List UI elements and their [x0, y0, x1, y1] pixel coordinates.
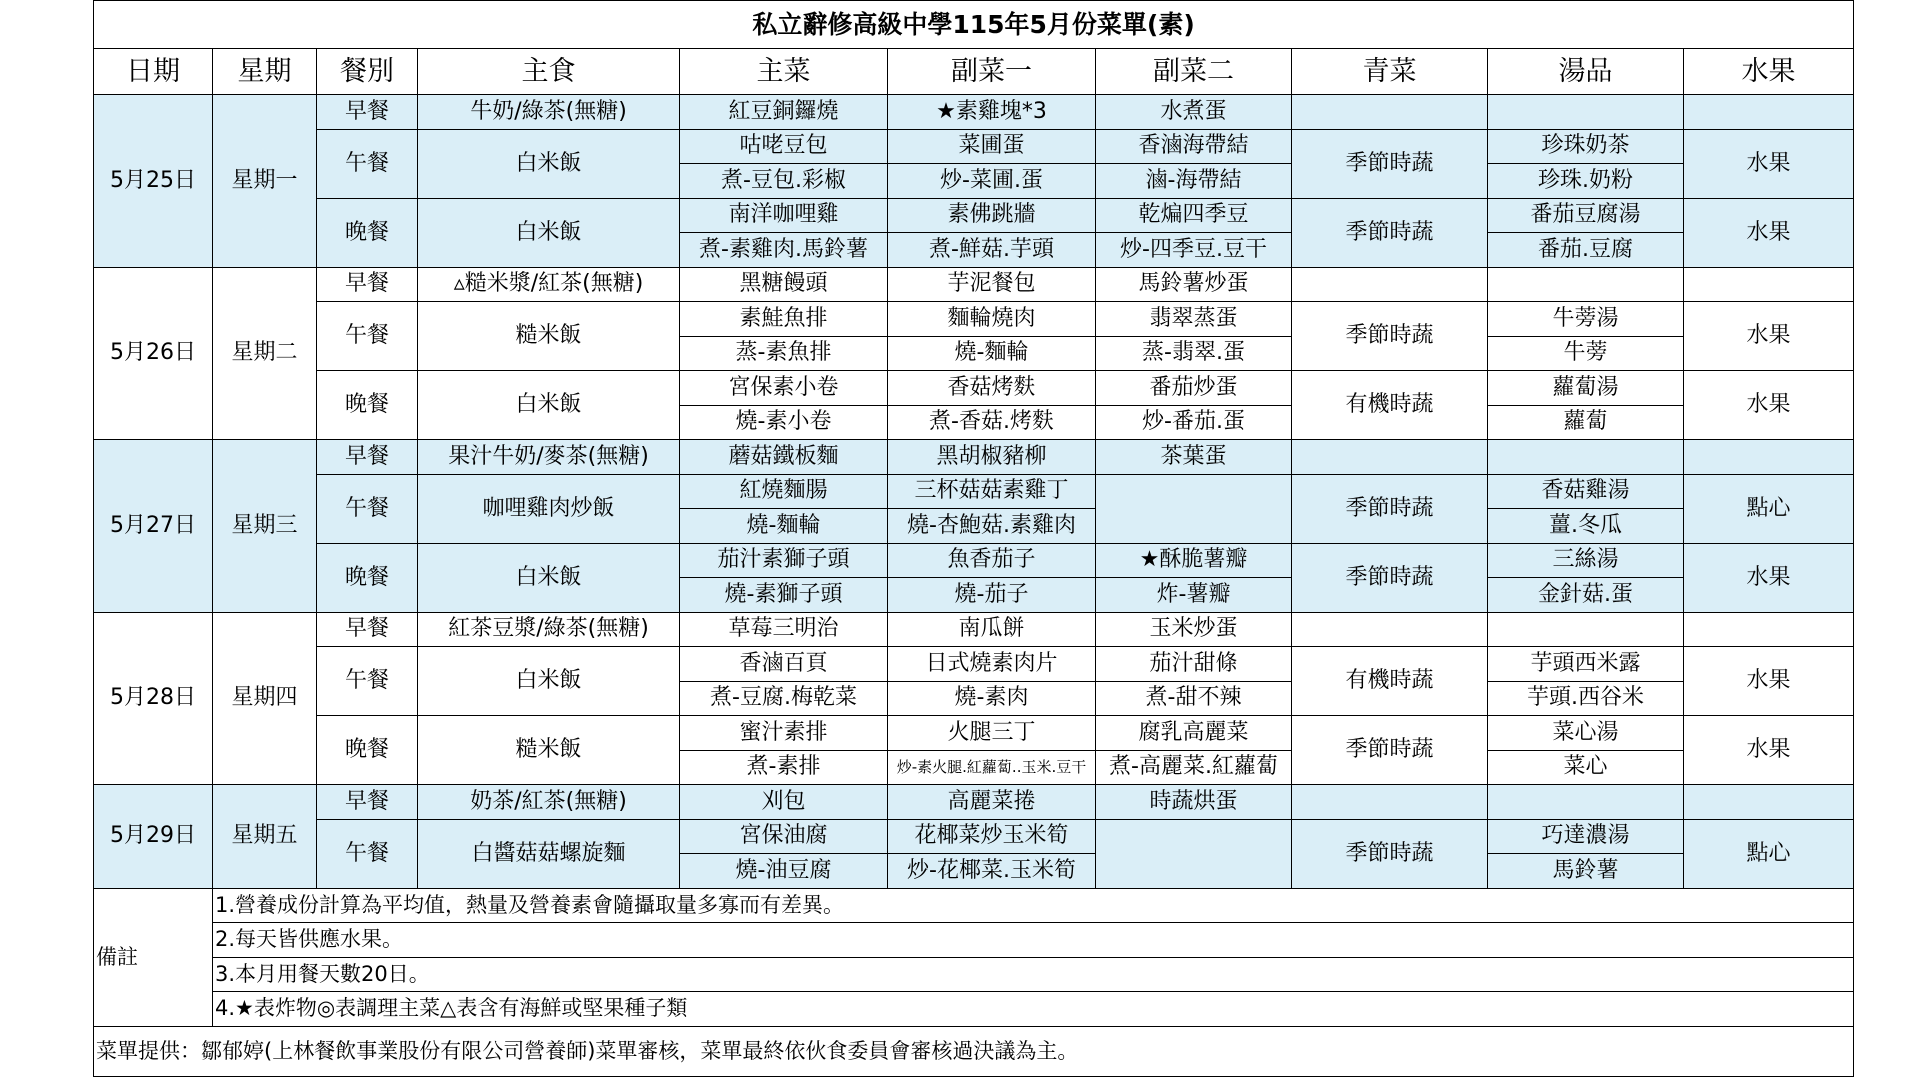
staple-cell: 白米飯 — [418, 198, 680, 267]
side-dish-1-cell: 香菇烤麩 — [888, 371, 1096, 406]
soup-cell — [1488, 95, 1684, 130]
fruit-cell — [1684, 785, 1854, 820]
meal-type-cell: 早餐 — [317, 440, 418, 475]
date-cell: 5月25日 — [94, 95, 213, 268]
side-dish-2-detail-cell: 蒸-翡翠.蛋 — [1096, 336, 1292, 371]
staple-cell: ▵糙米漿/紅茶(無糖) — [418, 267, 680, 302]
side-dish-2-cell: 番茄炒蛋 — [1096, 371, 1292, 406]
footer-row — [94, 1026, 1854, 1076]
vegetable-cell — [1292, 785, 1488, 820]
main-dish-detail-cell: 燒-素獅子頭 — [680, 578, 888, 613]
fruit-cell: 水果 — [1684, 129, 1854, 198]
side-dish-1-cell: 日式燒素肉片 — [888, 647, 1096, 682]
note-text: 4.★表炸物◎表調理主菜△表含有海鮮或堅果種子類 — [213, 992, 1854, 1027]
side-dish-1-cell: 菜圃蛋 — [888, 129, 1096, 164]
meal-type-cell: 午餐 — [317, 129, 418, 198]
meal-row — [94, 647, 1854, 682]
side-dish-1-cell: ★素雞塊*3 — [888, 95, 1096, 130]
staple-cell: 白米飯 — [418, 647, 680, 716]
staple-cell: 紅茶豆漿/綠茶(無糖) — [418, 612, 680, 647]
note-row — [94, 957, 1854, 992]
side-dish-2-detail-cell: 炒-番茄.蛋 — [1096, 405, 1292, 440]
main-dish-cell: 南洋咖哩雞 — [680, 198, 888, 233]
side-dish-1-cell: 南瓜餅 — [888, 612, 1096, 647]
page-title: 私立辭修高級中學115年5月份菜單(素) — [94, 1, 1854, 49]
vegetable-cell: 季節時蔬 — [1292, 198, 1488, 267]
meal-type-cell: 晚餐 — [317, 198, 418, 267]
staple-cell: 白米飯 — [418, 371, 680, 440]
side-dish-1-cell: 花椰菜炒玉米筍 — [888, 819, 1096, 854]
side-dish-1-detail-cell: 燒-茄子 — [888, 578, 1096, 613]
column-header: 青菜 — [1292, 49, 1488, 95]
main-dish-cell: 素鮭魚排 — [680, 302, 888, 337]
side-dish-2-cell: 香滷海帶結 — [1096, 129, 1292, 164]
meal-row — [94, 474, 1854, 509]
main-dish-detail-cell: 燒-麵輪 — [680, 509, 888, 544]
main-dish-cell: 紅豆銅鑼燒 — [680, 95, 888, 130]
date-cell: 5月26日 — [94, 267, 213, 440]
main-dish-cell: 咕咾豆包 — [680, 129, 888, 164]
weekday-cell: 星期四 — [213, 612, 317, 785]
fruit-cell — [1684, 440, 1854, 475]
column-header: 餐別 — [317, 49, 418, 95]
fruit-cell: 點心 — [1684, 474, 1854, 543]
notes-label: 備註 — [94, 888, 213, 1026]
fruit-cell: 水果 — [1684, 543, 1854, 612]
side-dish-2-cell — [1096, 474, 1292, 543]
meal-type-cell: 午餐 — [317, 302, 418, 371]
side-dish-1-detail-cell: 炒-素火腿.紅蘿蔔..玉米.豆干 — [888, 750, 1096, 785]
soup-cell: 香菇雞湯 — [1488, 474, 1684, 509]
side-dish-2-cell: 時蔬烘蛋 — [1096, 785, 1292, 820]
main-dish-cell: 黑糖饅頭 — [680, 267, 888, 302]
staple-cell: 白米飯 — [418, 129, 680, 198]
soup-cell — [1488, 440, 1684, 475]
column-header: 主食 — [418, 49, 680, 95]
side-dish-1-detail-cell: 炒-菜圃.蛋 — [888, 164, 1096, 199]
column-header: 水果 — [1684, 49, 1854, 95]
note-row — [94, 992, 1854, 1027]
meal-type-cell: 早餐 — [317, 612, 418, 647]
staple-cell: 咖哩雞肉炒飯 — [418, 474, 680, 543]
note-row — [94, 923, 1854, 958]
note-text: 1.營養成份計算為平均值，熱量及營養素會隨攝取量多寡而有差異。 — [213, 888, 1854, 923]
soup-detail-cell: 番茄.豆腐 — [1488, 233, 1684, 268]
soup-detail-cell: 蘿蔔 — [1488, 405, 1684, 440]
side-dish-2-cell: 腐乳高麗菜 — [1096, 716, 1292, 751]
soup-cell: 番茄豆腐湯 — [1488, 198, 1684, 233]
meal-type-cell: 早餐 — [317, 95, 418, 130]
date-cell: 5月28日 — [94, 612, 213, 785]
staple-cell: 白醬菇菇螺旋麵 — [418, 819, 680, 888]
column-header: 湯品 — [1488, 49, 1684, 95]
side-dish-1-cell: 高麗菜捲 — [888, 785, 1096, 820]
vegetable-cell: 季節時蔬 — [1292, 543, 1488, 612]
side-dish-2-detail-cell: 炸-薯瓣 — [1096, 578, 1292, 613]
meal-row — [94, 198, 1854, 233]
soup-cell: 牛蒡湯 — [1488, 302, 1684, 337]
date-cell: 5月29日 — [94, 785, 213, 889]
column-header: 星期 — [213, 49, 317, 95]
soup-cell: 巧達濃湯 — [1488, 819, 1684, 854]
vegetable-cell: 季節時蔬 — [1292, 129, 1488, 198]
column-header: 日期 — [94, 49, 213, 95]
side-dish-1-cell: 魚香茄子 — [888, 543, 1096, 578]
fruit-cell: 水果 — [1684, 198, 1854, 267]
weekday-cell: 星期二 — [213, 267, 317, 440]
soup-cell — [1488, 785, 1684, 820]
vegetable-cell: 季節時蔬 — [1292, 302, 1488, 371]
soup-cell: 菜心湯 — [1488, 716, 1684, 751]
soup-detail-cell: 牛蒡 — [1488, 336, 1684, 371]
side-dish-1-cell: 黑胡椒豬柳 — [888, 440, 1096, 475]
vegetable-cell — [1292, 267, 1488, 302]
breakfast-row — [94, 95, 1854, 130]
note-row — [94, 888, 1854, 923]
soup-detail-cell: 薑.冬瓜 — [1488, 509, 1684, 544]
side-dish-2-cell: 茶葉蛋 — [1096, 440, 1292, 475]
staple-cell: 糙米飯 — [418, 716, 680, 785]
side-dish-2-cell: ★酥脆薯瓣 — [1096, 543, 1292, 578]
meal-type-cell: 早餐 — [317, 785, 418, 820]
weekday-cell: 星期一 — [213, 95, 317, 268]
main-dish-cell: 宮保素小卷 — [680, 371, 888, 406]
vegetable-cell: 季節時蔬 — [1292, 474, 1488, 543]
side-dish-1-detail-cell: 燒-杏鮑菇.素雞肉 — [888, 509, 1096, 544]
main-dish-detail-cell: 燒-油豆腐 — [680, 854, 888, 889]
main-dish-detail-cell: 煮-素排 — [680, 750, 888, 785]
vegetable-cell: 季節時蔬 — [1292, 716, 1488, 785]
main-dish-cell: 草莓三明治 — [680, 612, 888, 647]
staple-cell: 奶茶/紅茶(無糖) — [418, 785, 680, 820]
side-dish-2-cell — [1096, 819, 1292, 888]
side-dish-2-detail-cell: 炒-四季豆.豆干 — [1096, 233, 1292, 268]
meal-type-cell: 午餐 — [317, 819, 418, 888]
title-row — [94, 1, 1854, 49]
staple-cell: 果汁牛奶/麥茶(無糖) — [418, 440, 680, 475]
soup-detail-cell: 芋頭.西谷米 — [1488, 681, 1684, 716]
fruit-cell — [1684, 95, 1854, 130]
side-dish-2-cell: 茄汁甜條 — [1096, 647, 1292, 682]
main-dish-detail-cell: 煮-素雞肉.馬鈴薯 — [680, 233, 888, 268]
main-dish-cell: 刈包 — [680, 785, 888, 820]
side-dish-2-cell: 翡翠蒸蛋 — [1096, 302, 1292, 337]
side-dish-2-detail-cell: 煮-高麗菜.紅蘿蔔 — [1096, 750, 1292, 785]
footer-text: 菜單提供：鄒郁婷(上林餐飲事業股份有限公司營養師)菜單審核，菜單最終依伙食委員會審核過決議為主。 — [94, 1026, 1854, 1076]
main-dish-cell: 宮保油腐 — [680, 819, 888, 854]
soup-detail-cell: 珍珠.奶粉 — [1488, 164, 1684, 199]
vegetable-cell — [1292, 95, 1488, 130]
main-dish-detail-cell: 蒸-素魚排 — [680, 336, 888, 371]
main-dish-detail-cell: 煮-豆包.彩椒 — [680, 164, 888, 199]
meal-row — [94, 371, 1854, 406]
side-dish-2-detail-cell: 煮-甜不辣 — [1096, 681, 1292, 716]
soup-cell — [1488, 267, 1684, 302]
soup-cell: 芋頭西米露 — [1488, 647, 1684, 682]
fruit-cell: 水果 — [1684, 647, 1854, 716]
breakfast-row — [94, 785, 1854, 820]
side-dish-2-cell: 水煮蛋 — [1096, 95, 1292, 130]
side-dish-2-cell: 乾煸四季豆 — [1096, 198, 1292, 233]
side-dish-2-cell: 玉米炒蛋 — [1096, 612, 1292, 647]
side-dish-1-cell: 三杯菇菇素雞丁 — [888, 474, 1096, 509]
staple-cell: 牛奶/綠茶(無糖) — [418, 95, 680, 130]
soup-cell: 蘿蔔湯 — [1488, 371, 1684, 406]
breakfast-row — [94, 612, 1854, 647]
menu-table — [93, 0, 1854, 1077]
column-header: 主菜 — [680, 49, 888, 95]
main-dish-detail-cell: 燒-素小卷 — [680, 405, 888, 440]
breakfast-row — [94, 440, 1854, 475]
fruit-cell — [1684, 612, 1854, 647]
side-dish-1-detail-cell: 炒-花椰菜.玉米筍 — [888, 854, 1096, 889]
soup-cell: 三絲湯 — [1488, 543, 1684, 578]
meal-type-cell: 晚餐 — [317, 371, 418, 440]
side-dish-1-cell: 芋泥餐包 — [888, 267, 1096, 302]
meal-row — [94, 819, 1854, 854]
main-dish-detail-cell: 煮-豆腐.梅乾菜 — [680, 681, 888, 716]
meal-type-cell: 晚餐 — [317, 543, 418, 612]
side-dish-1-detail-cell: 煮-香菇.烤麩 — [888, 405, 1096, 440]
meal-type-cell: 午餐 — [317, 647, 418, 716]
header-row — [94, 49, 1854, 95]
meal-type-cell: 午餐 — [317, 474, 418, 543]
soup-detail-cell: 菜心 — [1488, 750, 1684, 785]
vegetable-cell: 有機時蔬 — [1292, 371, 1488, 440]
vegetable-cell — [1292, 612, 1488, 647]
fruit-cell: 水果 — [1684, 302, 1854, 371]
fruit-cell — [1684, 267, 1854, 302]
side-dish-1-detail-cell: 燒-素肉 — [888, 681, 1096, 716]
meal-type-cell: 早餐 — [317, 267, 418, 302]
fruit-cell: 水果 — [1684, 371, 1854, 440]
weekday-cell: 星期三 — [213, 440, 317, 613]
fruit-cell: 點心 — [1684, 819, 1854, 888]
side-dish-1-cell: 火腿三丁 — [888, 716, 1096, 751]
vegetable-cell — [1292, 440, 1488, 475]
side-dish-1-detail-cell: 燒-麵輪 — [888, 336, 1096, 371]
soup-cell — [1488, 612, 1684, 647]
meal-type-cell: 晚餐 — [317, 716, 418, 785]
meal-row — [94, 716, 1854, 751]
staple-cell: 糙米飯 — [418, 302, 680, 371]
side-dish-1-cell: 素佛跳牆 — [888, 198, 1096, 233]
side-dish-1-detail-cell: 煮-鮮菇.芋頭 — [888, 233, 1096, 268]
side-dish-2-cell: 馬鈴薯炒蛋 — [1096, 267, 1292, 302]
soup-detail-cell: 馬鈴薯 — [1488, 854, 1684, 889]
main-dish-cell: 香滷百頁 — [680, 647, 888, 682]
meal-row — [94, 129, 1854, 164]
side-dish-1-cell: 麵輪燒肉 — [888, 302, 1096, 337]
vegetable-cell: 季節時蔬 — [1292, 819, 1488, 888]
meal-row — [94, 543, 1854, 578]
column-header: 副菜一 — [888, 49, 1096, 95]
soup-cell: 珍珠奶茶 — [1488, 129, 1684, 164]
fruit-cell: 水果 — [1684, 716, 1854, 785]
column-header: 副菜二 — [1096, 49, 1292, 95]
note-text: 2.每天皆供應水果。 — [213, 923, 1854, 958]
meal-row — [94, 302, 1854, 337]
vegetable-cell: 有機時蔬 — [1292, 647, 1488, 716]
main-dish-cell: 蘑菇鐵板麵 — [680, 440, 888, 475]
side-dish-2-detail-cell: 滷-海帶結 — [1096, 164, 1292, 199]
staple-cell: 白米飯 — [418, 543, 680, 612]
weekday-cell: 星期五 — [213, 785, 317, 889]
note-text: 3.本月用餐天數20日。 — [213, 957, 1854, 992]
main-dish-cell: 茄汁素獅子頭 — [680, 543, 888, 578]
main-dish-cell: 蜜汁素排 — [680, 716, 888, 751]
main-dish-cell: 紅燒麵腸 — [680, 474, 888, 509]
date-cell: 5月27日 — [94, 440, 213, 613]
soup-detail-cell: 金針菇.蛋 — [1488, 578, 1684, 613]
breakfast-row — [94, 267, 1854, 302]
